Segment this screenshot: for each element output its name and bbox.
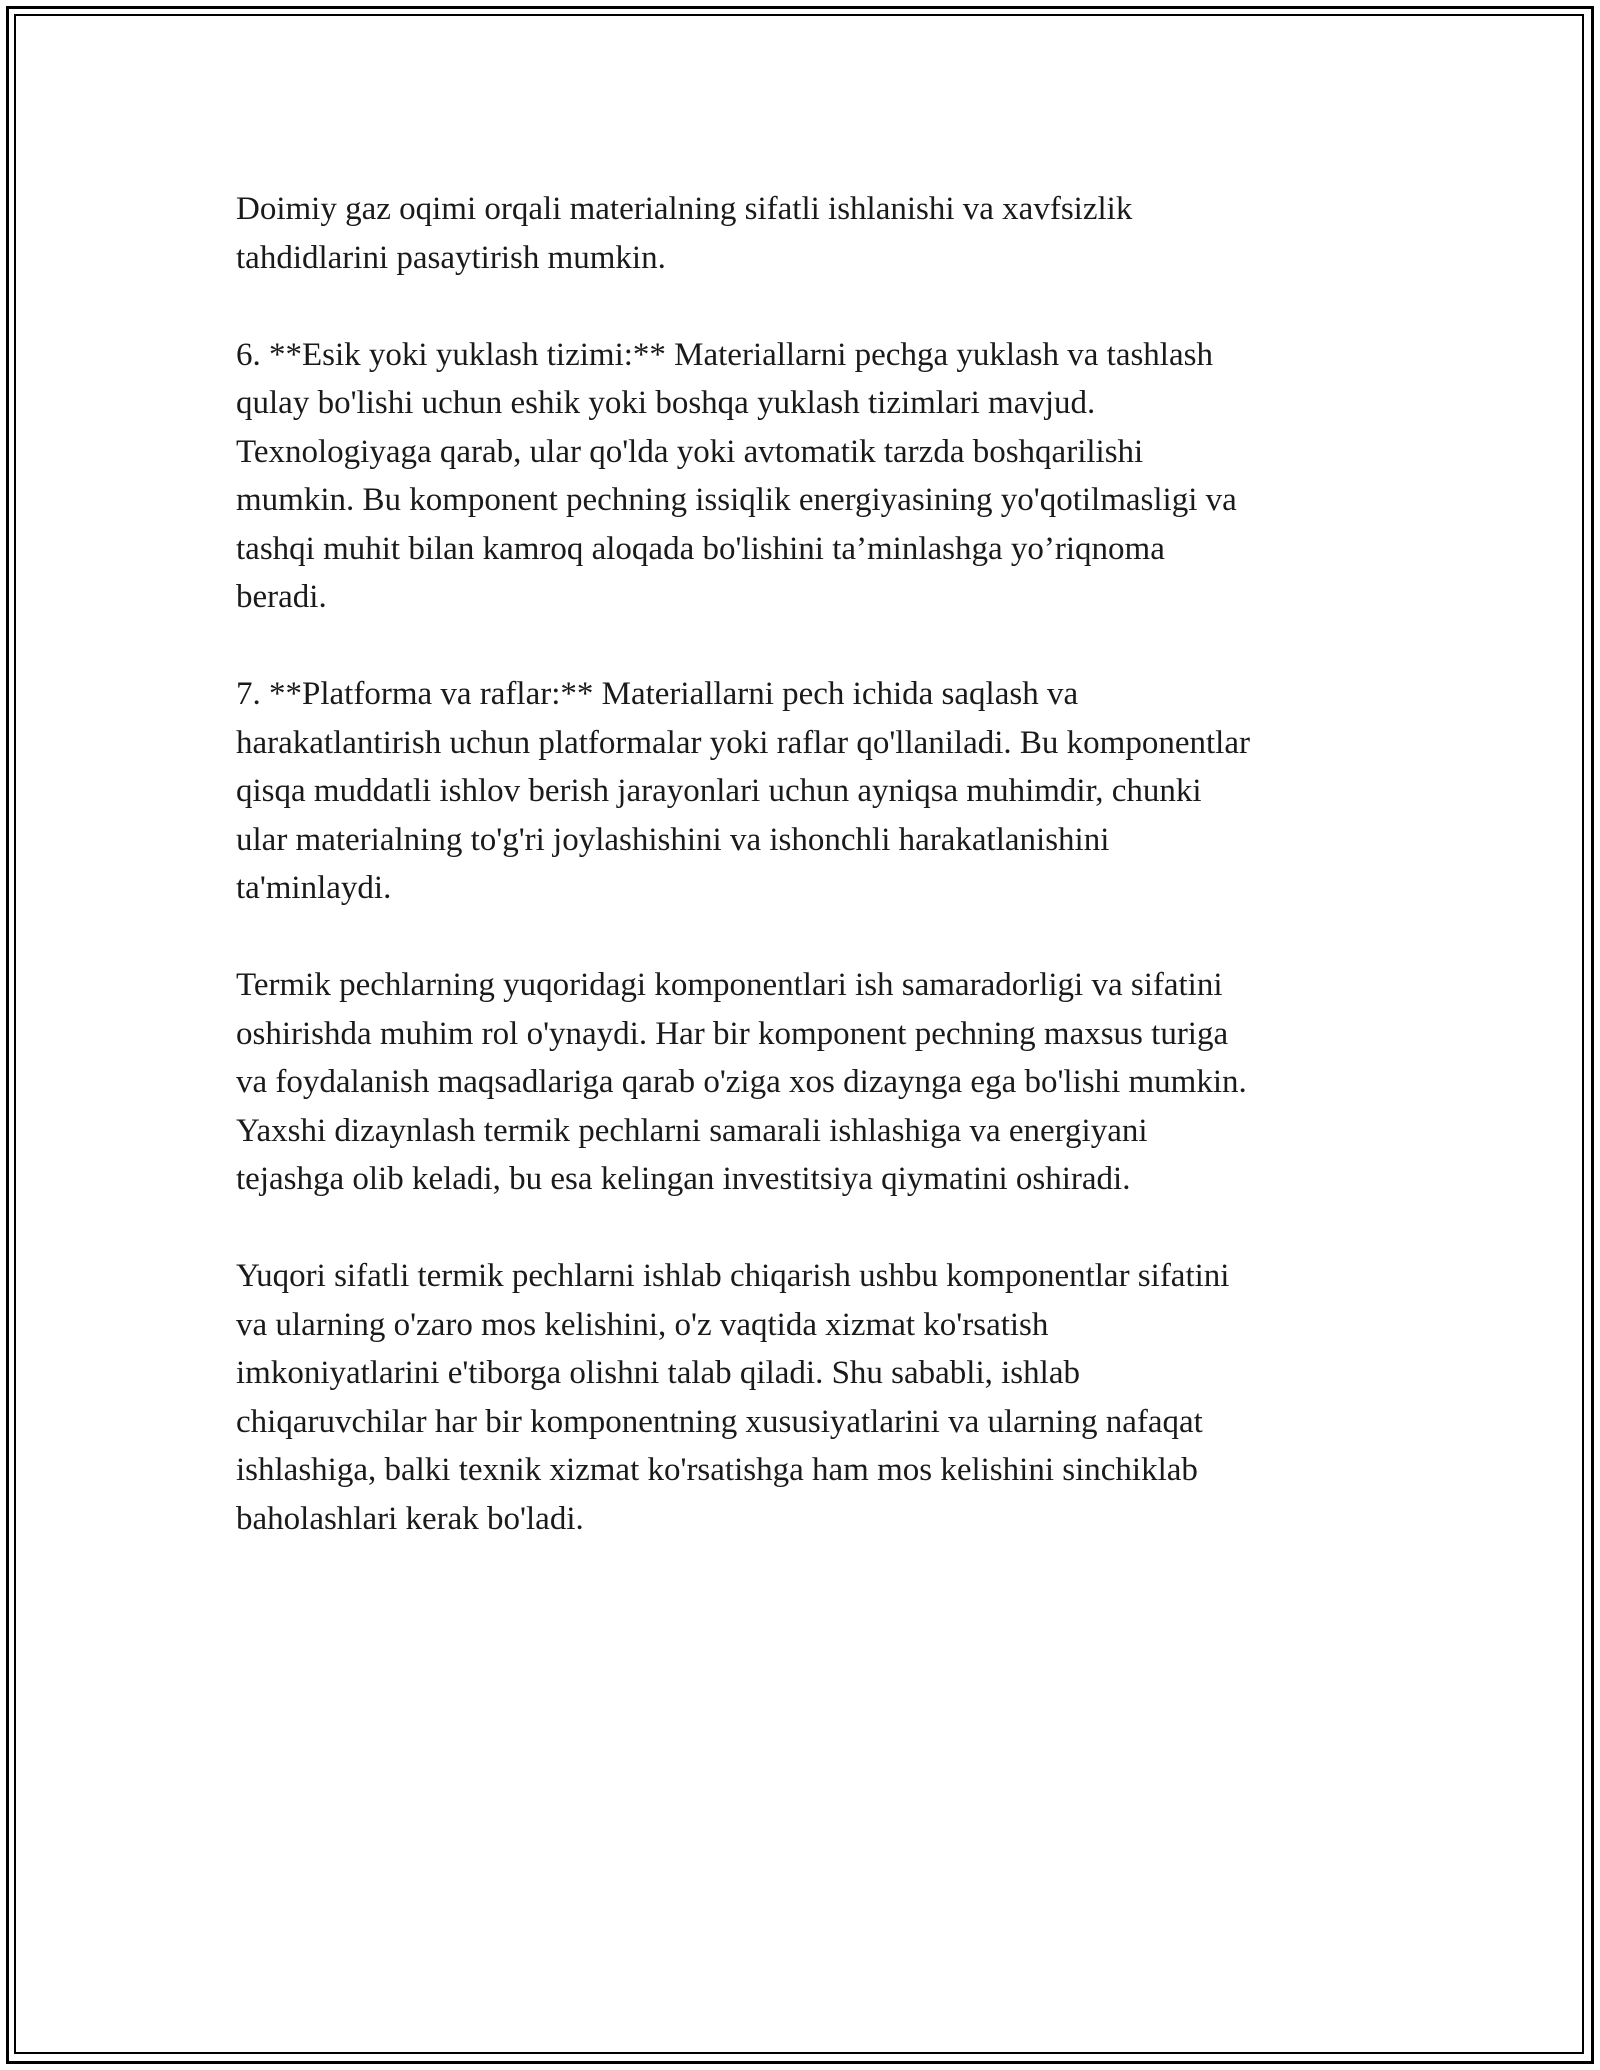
- paragraph-platforms-racks: 7. **Platforma va raflar:** Materiallarni pech ichida saqlash va harakatlantirish uchun platformalar yoki raflar qo'llaniladi. Bu komponentlar qisqa muddatli ishlov berish jarayonlari uchun ayniqsa muhimdir, chunki ular materialning to'g'ri joylashishini va ishonchli harakatlanishini ta'minlaydi.: [236, 676, 1250, 906]
- paragraph-manufacturing-quality: Yuqori sifatli termik pechlarni ishlab chiqarish ushbu komponentlar sifatini va ularning o'zaro mos kelishini, o'z vaqtida xizmat ko'rsatish imkoniyatlarini e'tiborga olishni talab qiladi. Shu sababli, ishlab chiqaruvchilar har bir komponentning xususiyatlarini va ularning nafaqat ishlashiga, balki texnik xizmat ko'rsatishga ham mos kelishini sinchiklab baholashlari kerak bo'ladi.: [236, 1258, 1230, 1537]
- paragraph-components-role: Termik pechlarning yuqoridagi komponentlari ish samaradorligi va sifatini oshirishda muhim rol o'ynaydi. Har bir komponent pechning maxsus turiga va foydalanish maqsadlariga qarab o'ziga xos dizaynga ega bo'lishi mumkin. Yaxshi dizaynlash termik pechlarni samarali ishlashiga va energiyani tejashga olib keladi, bu esa kelingan investitsiya qiymatini oshiradi.: [236, 967, 1247, 1197]
- paragraph-gas-flow: Doimiy gaz oqimi orqali materialning sifatli ishlanishi va xavfsizlik tahdidlarini pasaytirish mumkin.: [236, 191, 1133, 276]
- document-body: [236, 185, 1376, 1592]
- paragraph-loading-system: 6. **Esik yoki yuklash tizimi:** Materiallarni pechga yuklash va tashlash qulay bo'lishi uchun eshik yoki boshqa yuklash tizimlari mavjud. Texnologiyaga qarab, ular qo'lda yoki avtomatik tarzda boshqarilishi mumkin. Bu komponent pechning issiqlik energiyasining yo'qotilmasligi va tashqi muhit bilan kamroq aloqada bo'lishini ta’minlashga yo’riqnoma beradi.: [236, 336, 1237, 615]
